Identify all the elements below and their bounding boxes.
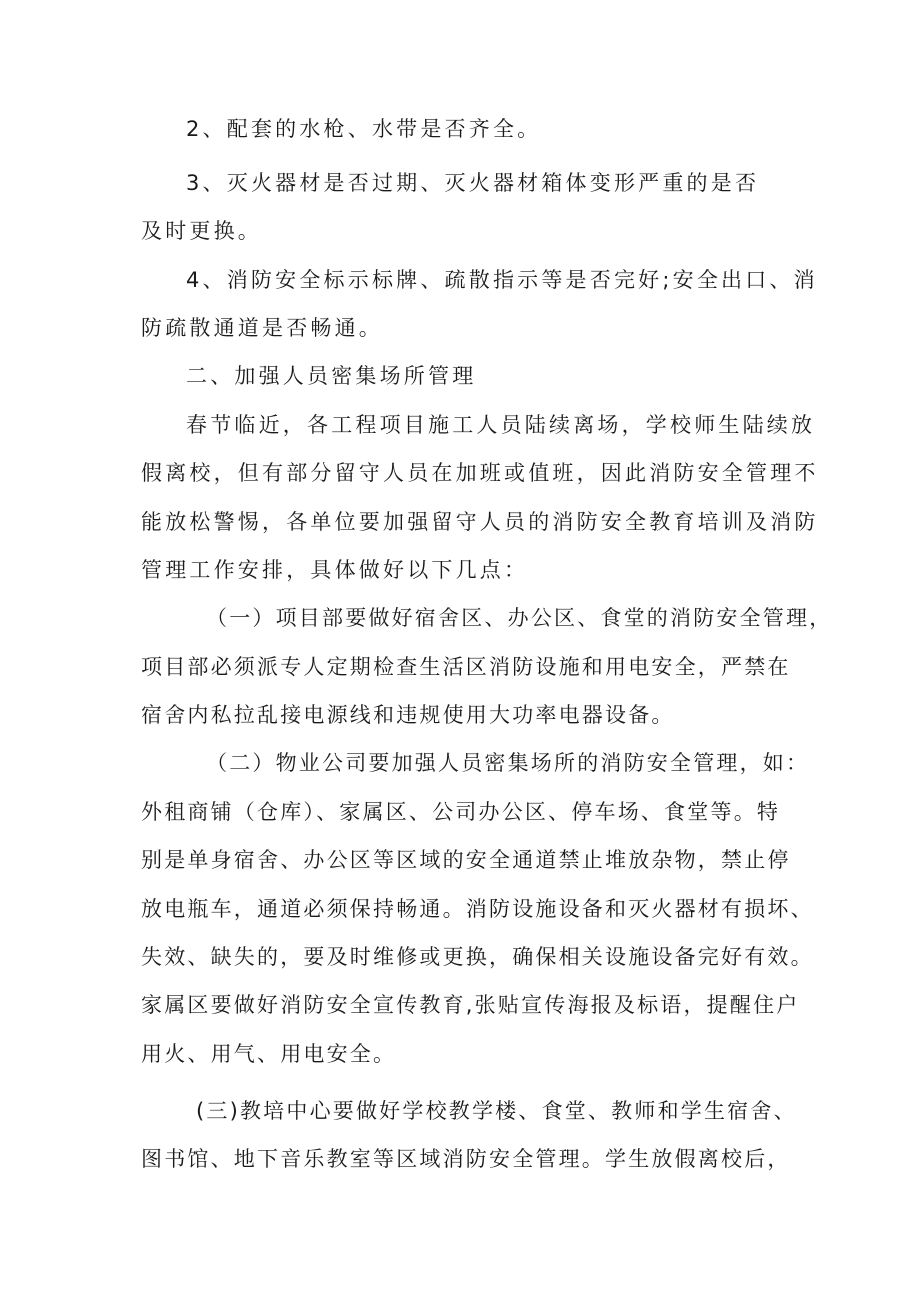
paragraph-line: 别是单身宿舍、办公区等区域的安全通道禁止堆放杂物，禁止停 [141,848,791,872]
paragraph-line: 假离校，但有部分留守人员在加班或值班，因此消防安全管理不 [141,461,819,485]
paragraph-line: 宿舍内私拉乱接电源线和违规使用大功率电器设备。 [141,703,675,727]
paragraph-line: 项目部必须派专人定期检查生活区消防设施和用电安全，严禁在 [141,655,791,679]
paragraph-line: 3、灭火器材是否过期、灭火器材箱体变形严重的是否 [186,171,760,195]
paragraph-line: 用火、用气、用电安全。 [141,1042,397,1066]
paragraph-line: 图书馆、地下音乐教室等区域消防安全管理。学生放假离校后， [141,1147,791,1171]
paragraph-line: 及时更换。 [141,219,262,243]
paragraph-line: 失效、缺失的，要及时维修或更换，确保相关设施设备完好有效。 [141,945,814,969]
paragraph-line: （一）项目部要做好宿舍区、办公区、食堂的消防安全管理， [206,606,833,630]
paragraph-line: 管理工作安排，具体做好以下几点： [141,558,529,582]
paragraph-line: (三)教培中心要做好学校教学楼、食堂、教师和学生宿舍、 [196,1099,797,1123]
section-heading: 二、加强人员密集场所管理 [186,364,477,388]
paragraph-line: （二）物业公司要加强人员密集场所的消防安全管理，如： [206,751,810,775]
paragraph-line: 4、消防安全标示标牌、疏散指示等是否完好;安全出口、消 [186,268,818,292]
paragraph-line: 2、配套的水枪、水带是否齐全。 [186,117,542,141]
paragraph-line: 春节临近，各工程项目施工人员陆续离场，学校师生陆续放 [186,413,816,437]
paragraph-line: 能放松警惕，各单位要加强留守人员的消防安全教育培训及消防 [141,510,819,534]
paragraph-line: 家属区要做好消防安全宣传教育,张贴宣传海报及标语，提醒住户 [141,993,800,1017]
paragraph-line: 防疏散通道是否畅通。 [141,316,383,340]
paragraph-line: 外租商铺（仓库）、家属区、公司办公区、停车场、食堂等。特 [141,800,781,824]
paragraph-line: 放电瓶车，通道必须保持畅通。消防设施设备和灭火器材有损坏、 [141,897,814,921]
